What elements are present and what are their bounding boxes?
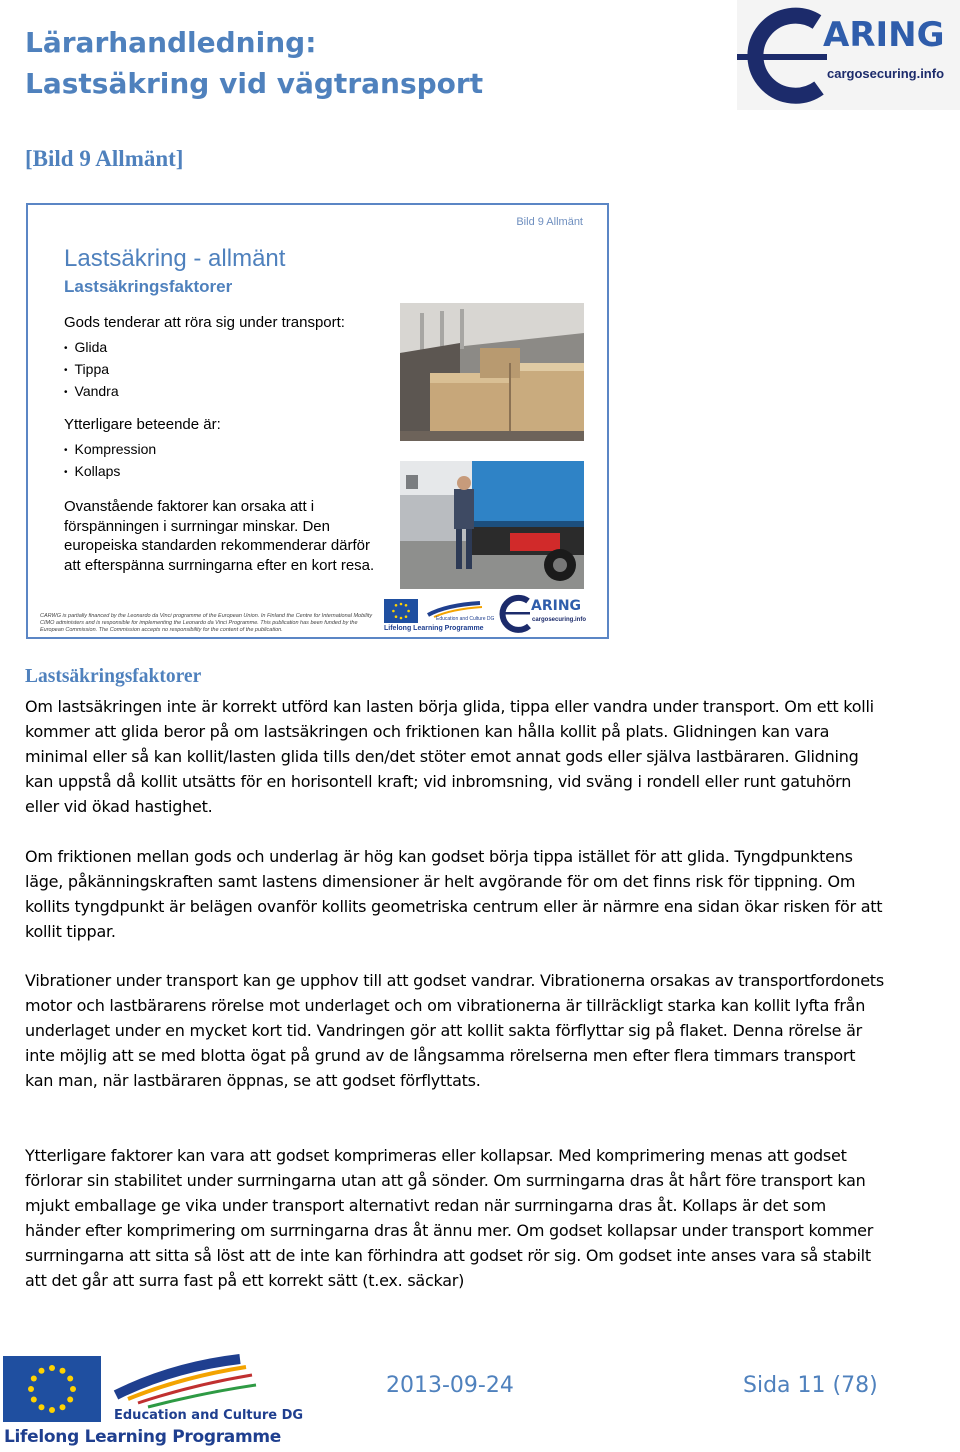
paragraph-sliding: Om lastsäkringen inte är korrekt utförd kan lasten börja glida, tippa eller vandra under transport. Om ett kolli kommer att glida beror på om lastsäkringen och friktionen kan hålla kollit på plats. Glidningen kan vara minimal eller så kan kollit/lasten glida tills den/det stöter emot annat gods eller själva lastbäraren. Glidning kan uppstå då kollit utsätts för en horisontell kraft; vid inbromsning, vid sväng i rondell eller runt gatuhörn eller vid ökad hastighet.: [25, 697, 874, 816]
slide-caring-word: ARING: [531, 598, 582, 614]
slide-list-item: • Vandra: [64, 381, 119, 403]
footer-date: 2013-09-24: [386, 1373, 514, 1398]
slide-list-behaviour: [64, 439, 156, 483]
slide-list-movement: [64, 337, 119, 403]
slide-list-item: • Tippa: [64, 359, 119, 381]
slide-subtitle: Lastsäkringsfaktorer: [64, 277, 233, 296]
slide-caring-site: cargosecuring.info: [532, 617, 587, 623]
slide-title: Lastsäkring - allmänt: [64, 245, 286, 272]
slide-list-item: • Kompression: [64, 439, 156, 461]
slide-eu-flag-icon: [384, 599, 418, 623]
caring-logo-word: ARING: [823, 15, 945, 55]
document-title-line2: Lastsäkring vid vägtransport: [25, 67, 484, 100]
slide-funding-note: CARWG is partially financed by the Leonardo da Vinci programme of the European Union. In Finland the Centre for International Mobility CIMO administers and is responsible for implementing the Leonardo da Vinci Programme. This publication has been funded by the European Commission. The Commission accepts no responsibility for the content of the publication.: [40, 613, 373, 633]
slide-image: [26, 203, 609, 639]
slide-list-item: • Glida: [64, 337, 119, 359]
document-title-line1: Lärarhandledning:: [25, 26, 317, 59]
education-culture-logo-icon: [112, 1355, 304, 1425]
slide-education-logo-icon: [426, 601, 495, 622]
lifelong-learning-label: Lifelong Learning Programme: [4, 1427, 282, 1447]
footer-page-number: Sida 11 (78): [743, 1373, 878, 1398]
slide-intro: Gods tenderar att röra sig under transport:: [64, 314, 345, 331]
slide-caring-logo: [498, 593, 594, 633]
slide-further: Ytterligare beteende är:: [64, 416, 221, 433]
slide-conclusion: Ovanstående faktorer kan orsaka att i förspänningen i surrningar minskar. Den europeiska standarden rekommenderar därför att efterspänna surrningarna efter en kort resa.: [64, 498, 375, 574]
paragraph-wandering: Vibrationer under transport kan ge upphov till att godset vandrar. Vibrationerna orsakas av transportfordonets motor och lastbärarens rörelse mot underlaget och om vibrationerna är tillräckligt starka kan kollit lyfta från underlaget under en mycket kort tid. Vandringen gör att kollit sakta förflyttar sig på flaket. Denna rörelse är inte möjlig att se med blotta ögat på grund av de långsamma rörelserna men efter flera timmars transport kan man, när lastbäraren öppnas, se att godset förflyttats.: [25, 971, 884, 1090]
paragraph-tipping: Om friktionen mellan gods och underlag är hög kan godset börja tippa istället för att glida. Tyngdpunktens läge, påkänningskraften samt lastens dimensioner är helt avgörande för om det finns risk för tippning. Om kollits tyngdpunkt är belägen ovanför kollits geometriska centrum eller är närmre ena sidan ökar risken för att kollit tippar.: [25, 847, 883, 941]
paragraph-compression: Ytterligare faktorer kan vara att godset komprimeras eller kollapsar. Med komprimering menas att godset förlorar sin stabilitet under surrningarna utan att gå sönder. Om surrningarna dras åt hårt före transport kan mjukt emballage ge vika under transport alternativt redan när surrningarna dras åt. Kollaps är det som händer efter komprimering om surrningarna dras åt ännu mer. Om godset kollapsar under transport kommer surrningarna att sitta så löst att de inte kan förhindra att godset rör sig. Om godset inte anses vara så stabilt att det går att surra fast på ett korrekt sätt (t.ex. säckar): [25, 1146, 874, 1290]
caring-logo: [737, 0, 960, 110]
education-culture-label: Education and Culture DG: [114, 1408, 304, 1423]
document-title: [25, 22, 483, 104]
caring-logo-site: cargosecuring.info: [827, 66, 945, 81]
truck-photo: [400, 461, 584, 589]
slide-list-item: • Kollaps: [64, 461, 156, 483]
body-heading: Lastsäkringsfaktorer: [25, 666, 202, 687]
eu-flag-icon: [3, 1356, 101, 1422]
slide-lifelong-learning-label: Lifelong Learning Programme: [384, 625, 484, 632]
section-reference: [Bild 9 Allmänt]: [25, 146, 184, 171]
slide-reference: Bild 9 Allmänt: [516, 216, 583, 228]
slide-education-label: Education and Culture DG: [436, 616, 495, 622]
cargo-photo: [400, 303, 584, 441]
